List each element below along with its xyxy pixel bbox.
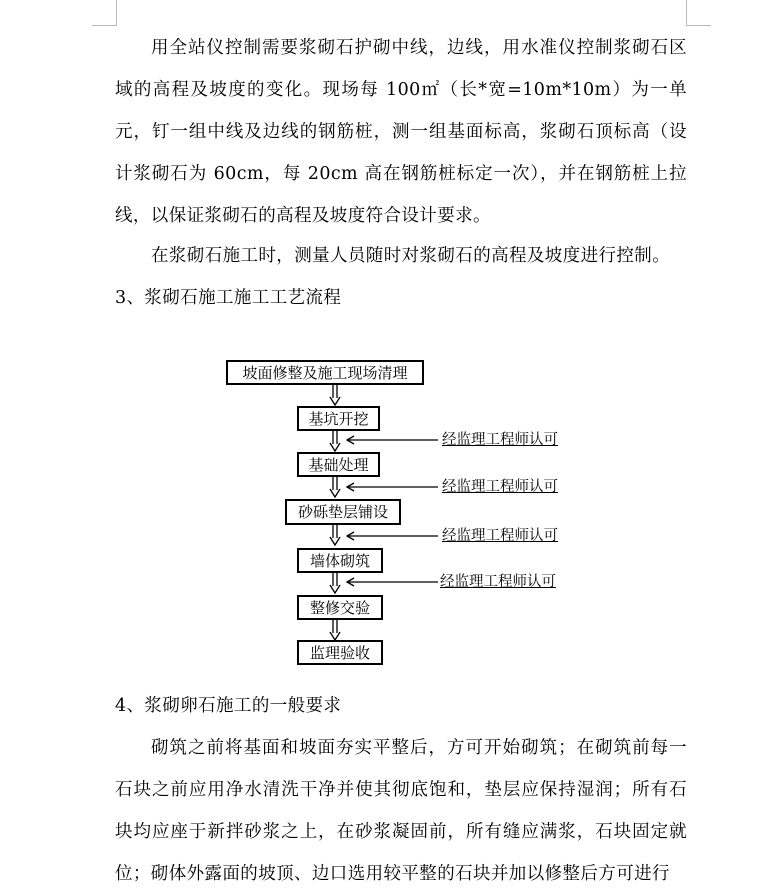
flow-step-slope-cleanup: 坡面修整及施工现场清理 <box>226 360 424 385</box>
approval-arrow-3 <box>347 532 438 540</box>
flow-arrow-3 <box>330 476 340 497</box>
flow-step-acceptance: 监理验收 <box>297 640 383 665</box>
flow-step-foundation: 基础处理 <box>297 452 380 477</box>
heading-general-requirements: 4、浆砌卵石施工的一般要求 <box>115 696 342 716</box>
paragraph-measurement: 在浆砌石施工时，测量人员随时对浆砌石的高程及坡度进行控制。 <box>151 246 671 266</box>
approval-arrow-1 <box>347 436 438 444</box>
approval-arrow-2 <box>347 483 438 491</box>
approval-note-2: 经监理工程师认可 <box>442 479 558 495</box>
flow-step-wall-masonry: 墙体砌筑 <box>297 548 383 573</box>
flow-arrow-4 <box>330 524 340 545</box>
paragraph-survey-control: 用全站仪控制需要浆砌石护砌中线，边线，用水准仪控制浆砌石区域的高程及坡度的变化。现场每 100㎡（长*宽=10m*10m）为一单元，钉一组中线及边线的钢筋桩，测一组基面标高，浆砌石顶标高（设计浆砌石为 60cm，每 20cm 高在钢筋桩标定一次），并在钢筋桩上拉线，以保证浆砌石的高程及坡度符合设计要求。 <box>115 38 687 226</box>
flow-arrow-5 <box>330 572 340 593</box>
flow-step-finishing: 整修交验 <box>297 595 383 620</box>
flow-step-gravel-bedding: 砂砾垫层铺设 <box>285 499 401 525</box>
approval-note-3: 经监理工程师认可 <box>442 528 558 544</box>
flow-step-excavation: 基坑开挖 <box>297 406 380 431</box>
approval-arrow-4 <box>347 578 438 586</box>
approval-note-1: 经监理工程师认可 <box>442 432 558 448</box>
flow-arrow-1 <box>330 384 340 405</box>
heading-process-flow: 3、浆砌石施工施工工艺流程 <box>115 288 342 308</box>
flow-arrow-6 <box>330 619 340 640</box>
paragraph-masonry-requirements: 砌筑之前将基面和坡面夯实平整后，方可开始砌筑；在砌筑前每一石块之前应用净水清洗干净并使其彻底饱和，垫层应保持湿润；所有石块均应座于新拌砂浆之上，在砂浆凝固前，所有缝应满浆，石块固定就位；砌体外露面的坡顶、边口选用较平整的石块并加以修整后方可进行 <box>115 738 687 884</box>
flow-arrow-2 <box>330 430 340 451</box>
approval-note-4: 经监理工程师认可 <box>440 574 556 590</box>
